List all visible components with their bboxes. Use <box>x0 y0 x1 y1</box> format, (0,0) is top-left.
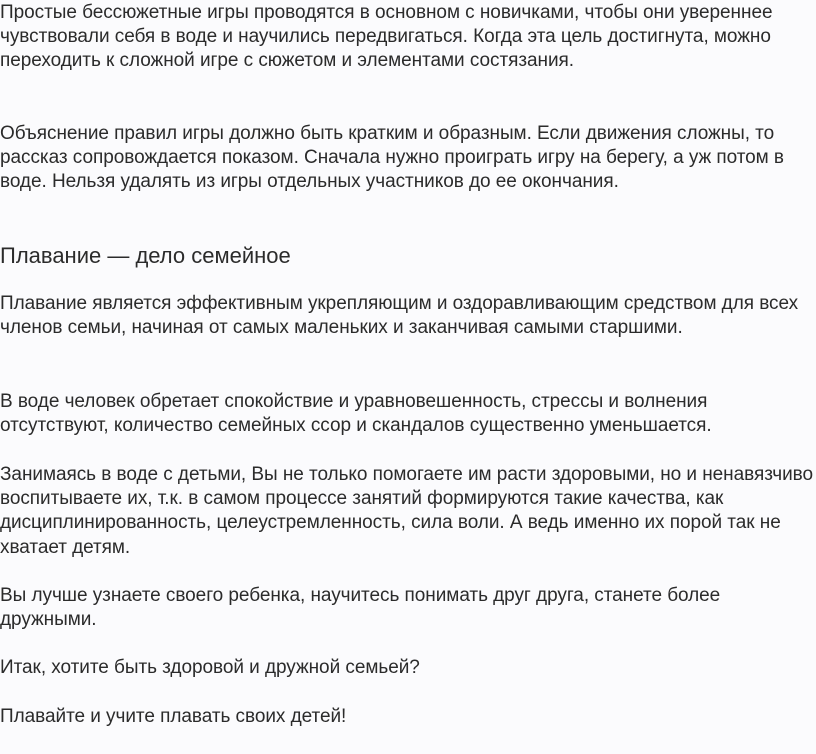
paragraph-know-child: Вы лучше узнаете своего ребенка, научитесь понимать друг друга, станете более дружными. <box>0 585 721 631</box>
paragraph-game-rules: Объяснение правил игры должно быть кратким и образным. Если движения сложны, то рассказ сопровождается показом. Сначала нужно проиграть игру на берегу, а уж потом в воде. Нельзя удалять из игры отдельных участников до ее окончания. <box>0 123 784 193</box>
paragraph-swimming-benefits: Плавание является эффективным укрепляющим и оздоравливающим средством для всех членов семьи, начиная от самых маленьких и заканчивая самыми старшими. <box>0 293 799 339</box>
section-heading: Плавание — дело семейное <box>0 243 291 268</box>
paragraph-question: Итак, хотите быть здоровой и дружной семьей? <box>0 657 420 678</box>
paragraph-calmness: В воде человек обретает спокойствие и уравновешенность, стрессы и волнения отсутствуют, количество семейных ссор и скандалов существенно уменьшается. <box>0 391 712 437</box>
paragraph-with-children: Занимаясь в воде с детьми, Вы не только помогаете им расти здоровыми, но и ненавязчиво воспитываете их, т.к. в самом процессе занятий формируются такие качества, как дисциплинированность, целеустремленность, сила воли. А ведь именно их порой так не хватает детям. <box>0 464 813 558</box>
paragraph-simple-games: Простые бессюжетные игры проводятся в основном с новичками, чтобы они увереннее чувствовали себя в воде и научились передвигаться. Когда эта цель достигнута, можно переходить к сложной игре с сюжетом и элементами состязания. <box>0 2 773 72</box>
paragraph-call-to-action: Плавайте и учите плавать своих детей! <box>0 706 347 727</box>
